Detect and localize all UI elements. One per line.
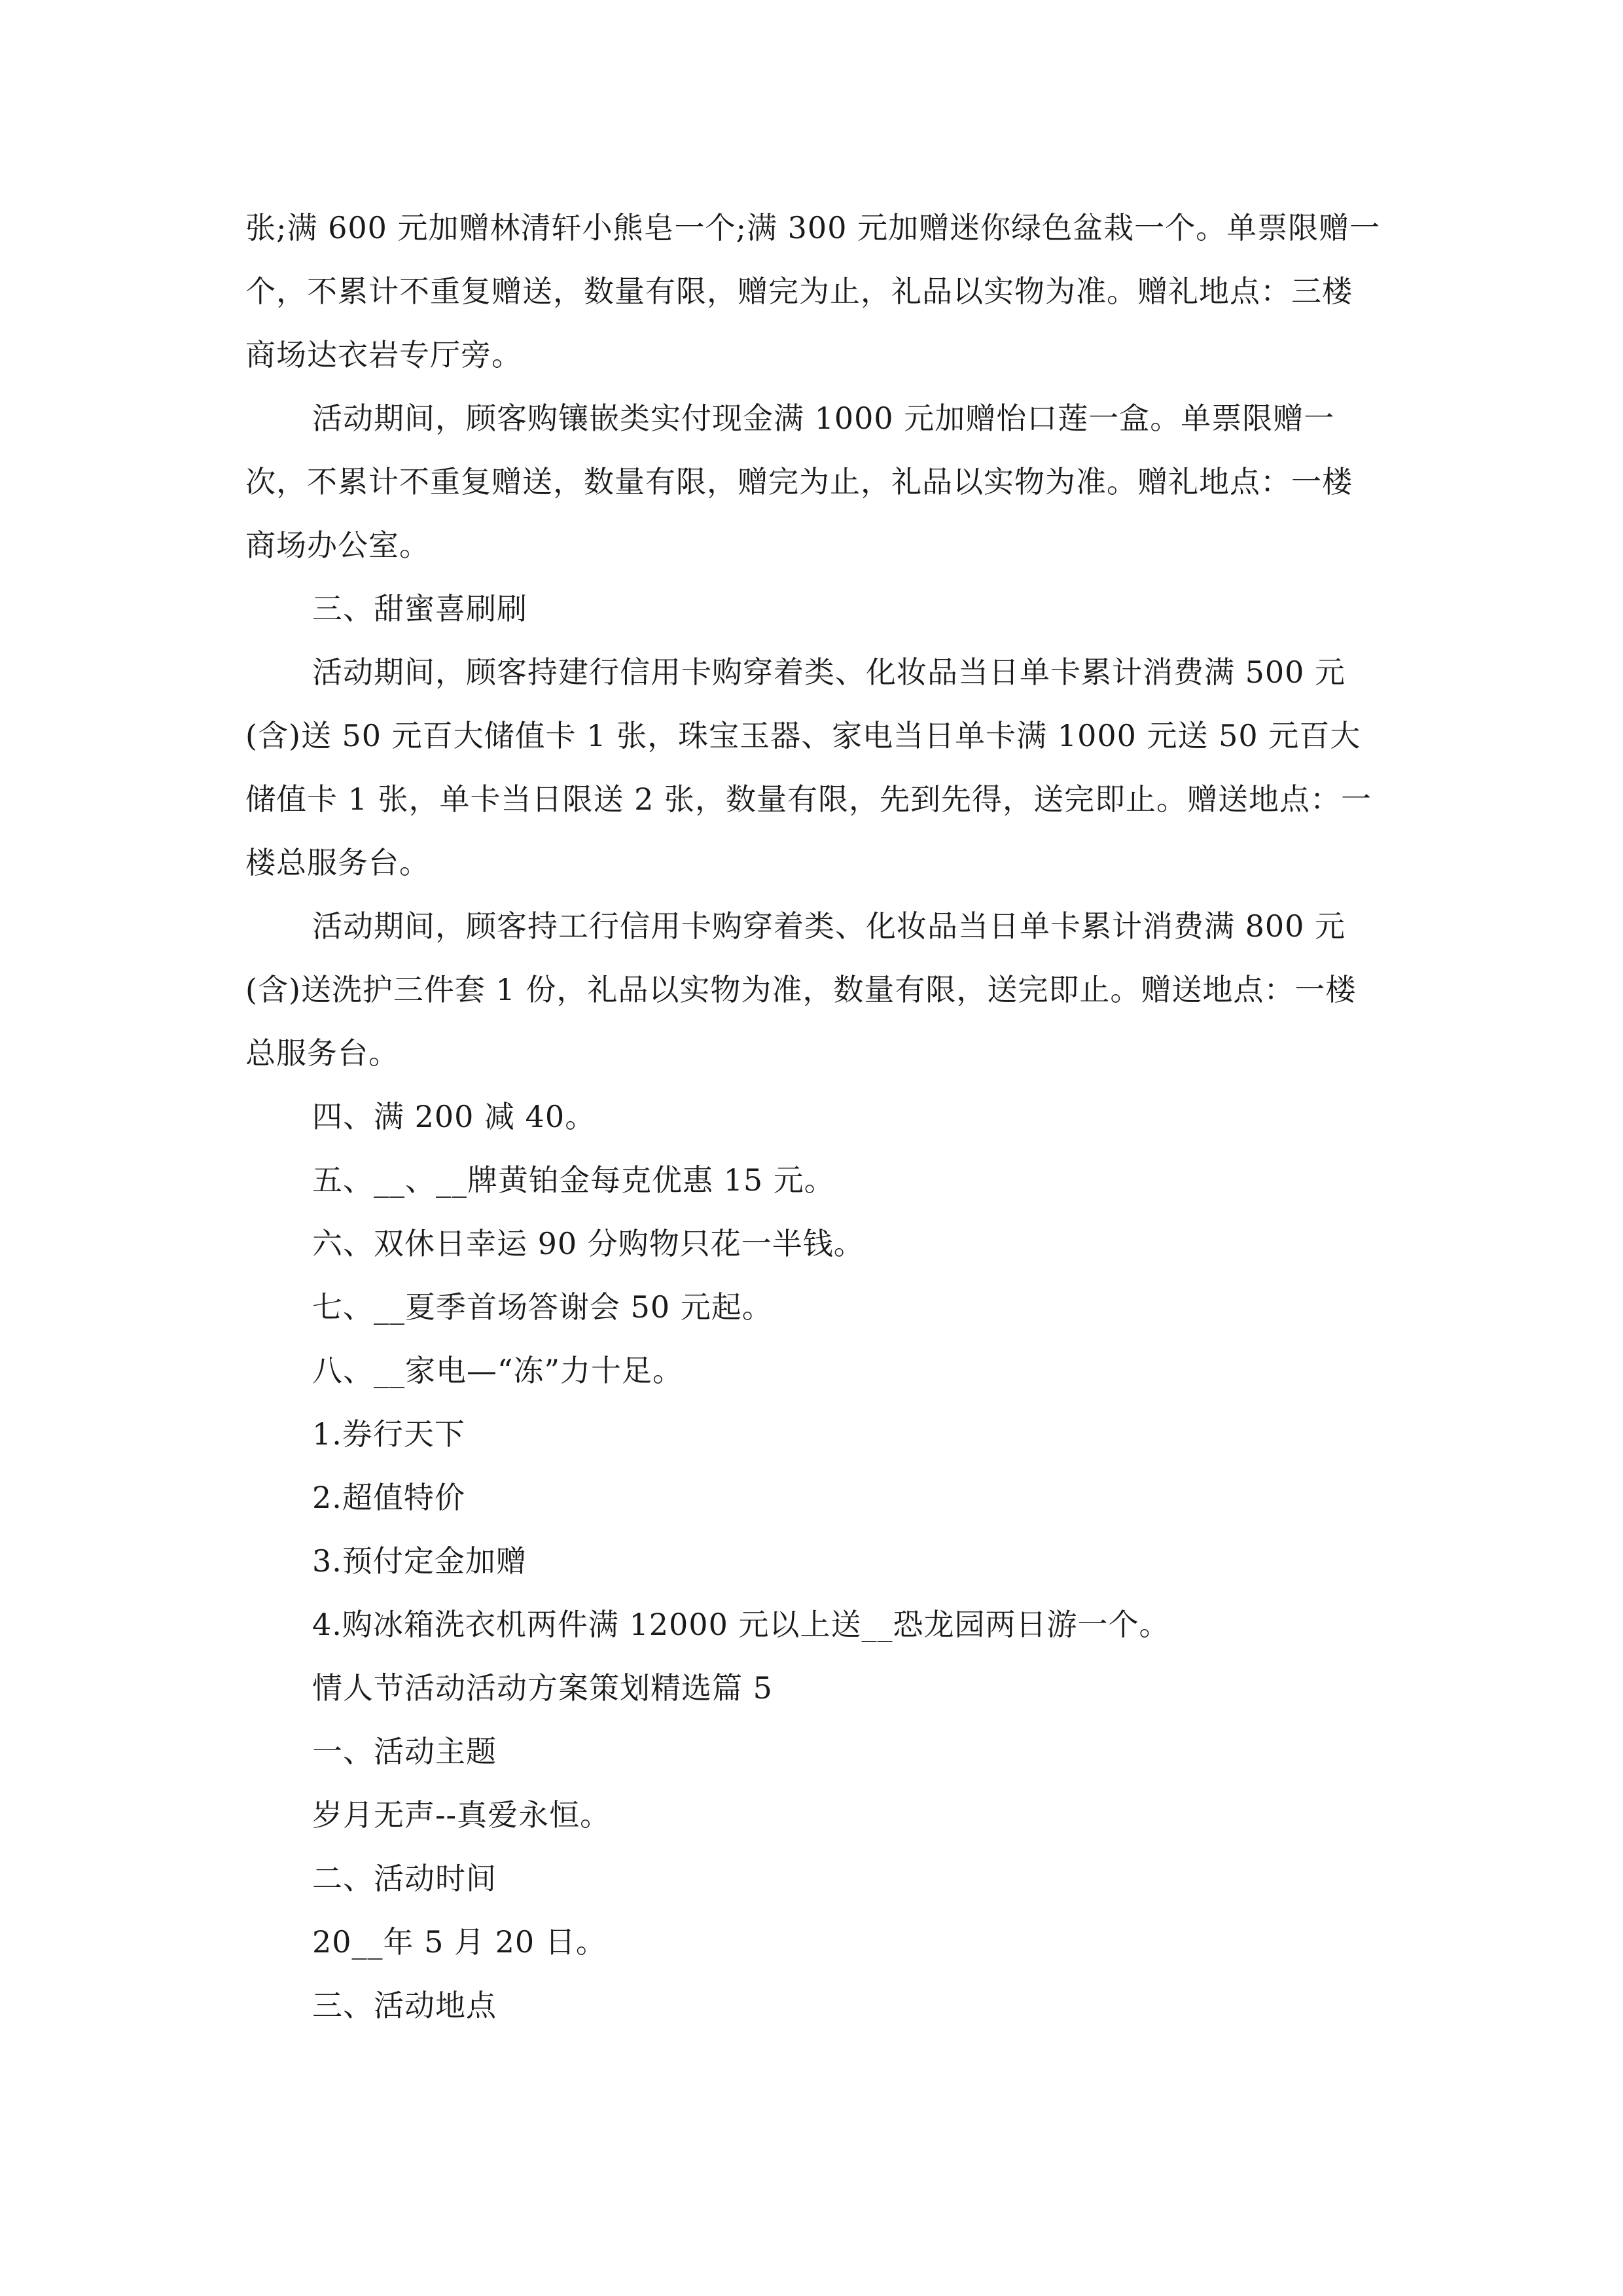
paragraph-inlay-gift: 活动期间，顾客购镶嵌类实付现金满 1000 元加赠怡口莲一盒。单票限赠一次，不累计不重复赠送，数量有限，赠完为止，礼品以实物为准。赠礼地点：一楼商场办公室。 (245, 401, 1353, 563)
paragraph-ccb-card-offer: 活动期间，顾客持建行信用卡购穿着类、化妆品当日单卡累计消费满 500 元(含)送 50 元百大储值卡 1 张，珠宝玉器、家电当日单卡满 1000 元送 50 元百大储值卡 1 张，单卡当日限送 2 张，数量有限，先到先得，送完即止。赠送地点：一楼总服务台。 (245, 655, 1372, 880)
activity-time-text: 20__年 5 月 20 日。 (312, 1924, 607, 1960)
paragraph-gift-rules-continued: 张;满 600 元加赠林清轩小熊皂一个;满 300 元加赠迷你绿色盆栽一个。单票限赠一个，不累计不重复赠送，数量有限，赠完为止，礼品以实物为准。赠礼地点：三楼商场达衣岩专厅旁。 (245, 210, 1381, 372)
activity-theme-text: 岁月无声--真爱永恒。 (312, 1797, 611, 1833)
paragraph-icbc-card-offer: 活动期间，顾客持工行信用卡购穿着类、化妆品当日单卡累计消费满 800 元(含)送洗护三件套 1 份，礼品以实物为准，数量有限，送完即止。赠送地点：一楼总服务台。 (245, 908, 1357, 1071)
list-item-section-5: 五、__、__牌黄铂金每克优惠 15 元。 (312, 1162, 835, 1198)
list-item-section-4: 四、满 200 减 40。 (312, 1099, 596, 1134)
list-item-section-8: 八、__家电—“冻”力十足。 (312, 1353, 684, 1388)
sub-item-3: 3.预付定金加赠 (312, 1543, 527, 1579)
list-item-section-7: 七、__夏季首场答谢会 50 元起。 (312, 1289, 773, 1325)
article-title-part-5: 情人节活动活动方案策划精选篇 5 (312, 1670, 773, 1706)
heading-activity-location: 三、活动地点 (312, 1988, 497, 2023)
heading-section-3: 三、甜蜜喜刷刷 (312, 591, 527, 626)
sub-item-4: 4.购冰箱洗衣机两件满 12000 元以上送__恐龙园两日游一个。 (312, 1607, 1170, 1642)
sub-item-2: 2.超值特价 (312, 1480, 465, 1515)
sub-item-1: 1.券行天下 (312, 1416, 465, 1452)
document-body (245, 196, 1381, 2037)
heading-activity-theme: 一、活动主题 (312, 1734, 497, 1769)
heading-activity-time: 二、活动时间 (312, 1861, 497, 1896)
list-item-section-6: 六、双休日幸运 90 分购物只花一半钱。 (312, 1226, 865, 1261)
